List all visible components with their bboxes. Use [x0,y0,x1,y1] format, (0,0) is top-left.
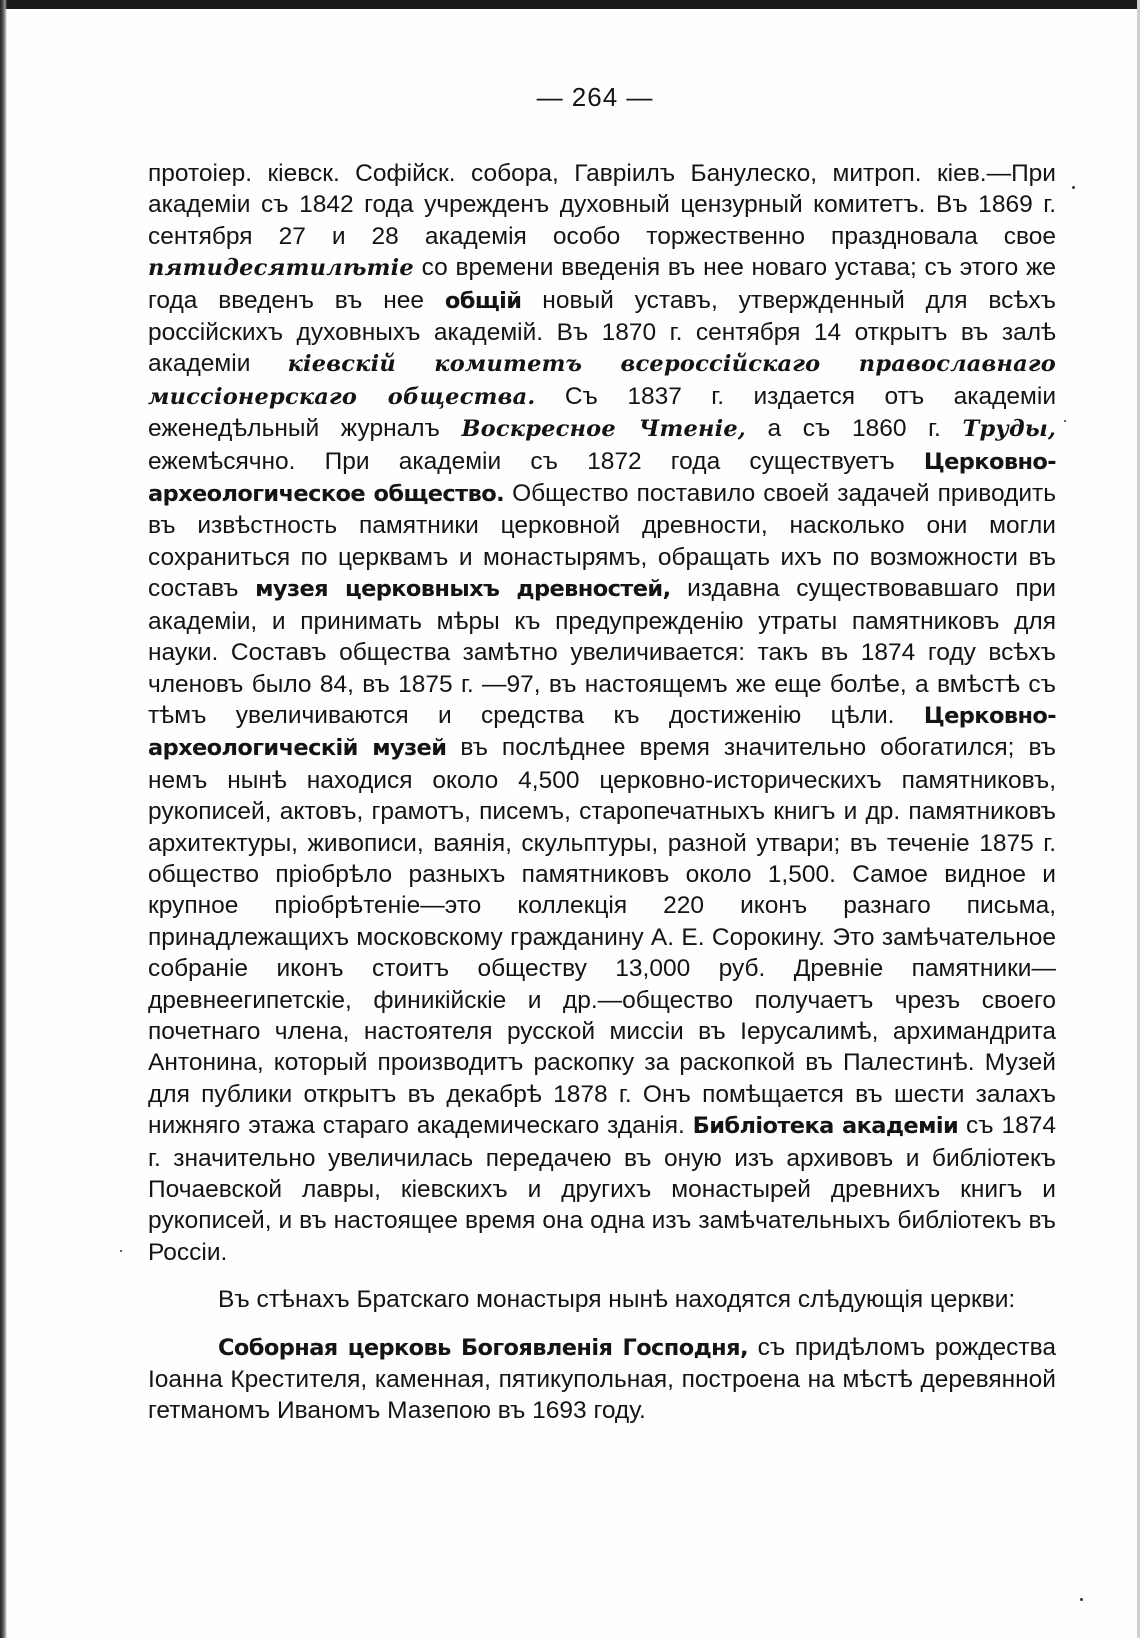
text-run: съ придѣломъ рождества Іоанна Крестителя, каменная, пятикупольная, построена на мѣстѣ деревянной гетманомъ Иваномъ Мазепою въ 1693 году. [148,1333,1056,1425]
bold-term: музея церковныхъ древностей, [255,576,671,603]
bold-term: Соборная церковь Богоявленія Господня, [218,1334,748,1361]
bold-term: общій [444,287,522,314]
italic-title: пятидесятилѣтіе [148,255,414,282]
scan-speck [1080,1598,1083,1601]
text-run: въ послѣднее время значительно обогатился; въ немъ нынѣ находися около 4,500 церковно-историческихъ памятниковъ, рукописей, актовъ, грамотъ, писемъ, старопечатныхъ книгъ и др. памятниковъ архитектуры, живописи, ваянія, скульптуры, разной утвари; въ теченіе 1875 г. общество пріобрѣло разныхъ памятниковъ около 1,500. Самое видное и крупное пріобрѣтеніе—это коллекція 220 иконъ разнаго письма, принадлежащихъ московскому гражданину А. Е. Сорокину. Это замѣчательное собраніе иконъ стоитъ обществу 13,000 руб. Древніе памятники—древнеегипетскіе, финикійскіе и др.—общество получаетъ чрезъ своего почетнаго члена, настоятеля русской миссіи въ Іерусалимѣ, архимандрита Антонина, который производитъ раскопку за раскопкой въ Палестинѣ. Музей для публики открытъ въ декабрѣ 1878 г. Онъ помѣщается въ шести залахъ нижняго этажа стараго академическаго зданія. [148,734,1056,1140]
text-run: ежемѣсячно. При академіи съ 1872 года существуетъ [148,447,924,475]
text-run: а съ 1860 г. [745,415,963,443]
text-run: со времени введенія въ нее новаго устава; съ этого же года введенъ въ нее [148,254,1056,314]
italic-title: Воскресное Чтеніе, [461,416,746,443]
text-run: Въ стѣнахъ Братскаго монастыря нынѣ находятся слѣдующія церкви: [218,1286,1016,1314]
paragraph-main [148,158,1056,1268]
paragraph-churches-intro [148,1284,1056,1315]
italic-title: Труды, [962,416,1057,443]
scan-speck [1064,420,1066,422]
bold-term: Церковно-археологическое общество. [148,448,1056,508]
scan-left-border [0,0,7,1638]
paragraph-cathedral [148,1332,1056,1427]
italic-title: кіевскій комитетъ всероссійскаго православнаго миссіонерскаго общества. [148,351,1056,410]
bold-term: Библіотека академіи [692,1113,959,1140]
text-run: съ 1874 г. значительно увеличилась передачею въ оную изъ архивовъ и библіотекъ Почаевской лавры, кіевскихъ и другихъ монастырей древнихъ книгъ и рукописей, и въ настоящее время она одна изъ замѣчательныхъ библіотекъ въ Россіи. [148,1112,1056,1266]
page-number: — 264 — [536,82,654,112]
text-run: новый уставъ, утвержденный для всѣхъ россійскихъ духовныхъ академій. Въ 1870 г. сентября 14 открытъ въ залѣ академіи [148,286,1056,378]
body-text [148,158,1056,1427]
scan-speck [1072,186,1075,189]
bold-term: Церковно-археологическій музей [148,702,1056,762]
text-run: Общество поставило своей задачей приводить въ извѣстность памятники церковной древности, насколько они могли сохраниться по церквамъ и монастырямъ, обращать ихъ по возможности въ составъ [148,480,1056,603]
text-run: издавна существовавшаго при академіи, и принимать мѣры къ предупрежденію утраты памятниковъ для науки. Составъ общества замѣтно увеличивается: такъ въ 1874 году всѣхъ членовъ было 84, въ 1875 г. —97, въ настоящемъ же еще болѣе, а вмѣстѣ съ тѣмъ увеличиваются и средства къ достиженію цѣли. [148,575,1056,729]
scan-top-border [0,0,1140,9]
text-run: протоіер. кіевск. Софійск. собора, Гавріилъ Банулеско, митроп. кіев.—При академіи съ 1842 года учрежденъ духовный цензурный комитетъ. Въ 1869 г. сентября 27 и 28 академія особо торжественно праздновала свое [148,160,1056,250]
text-run: Съ 1837 г. издается отъ академіи еженедѣльный журналъ [148,382,1057,443]
scan-speck [120,1250,122,1252]
